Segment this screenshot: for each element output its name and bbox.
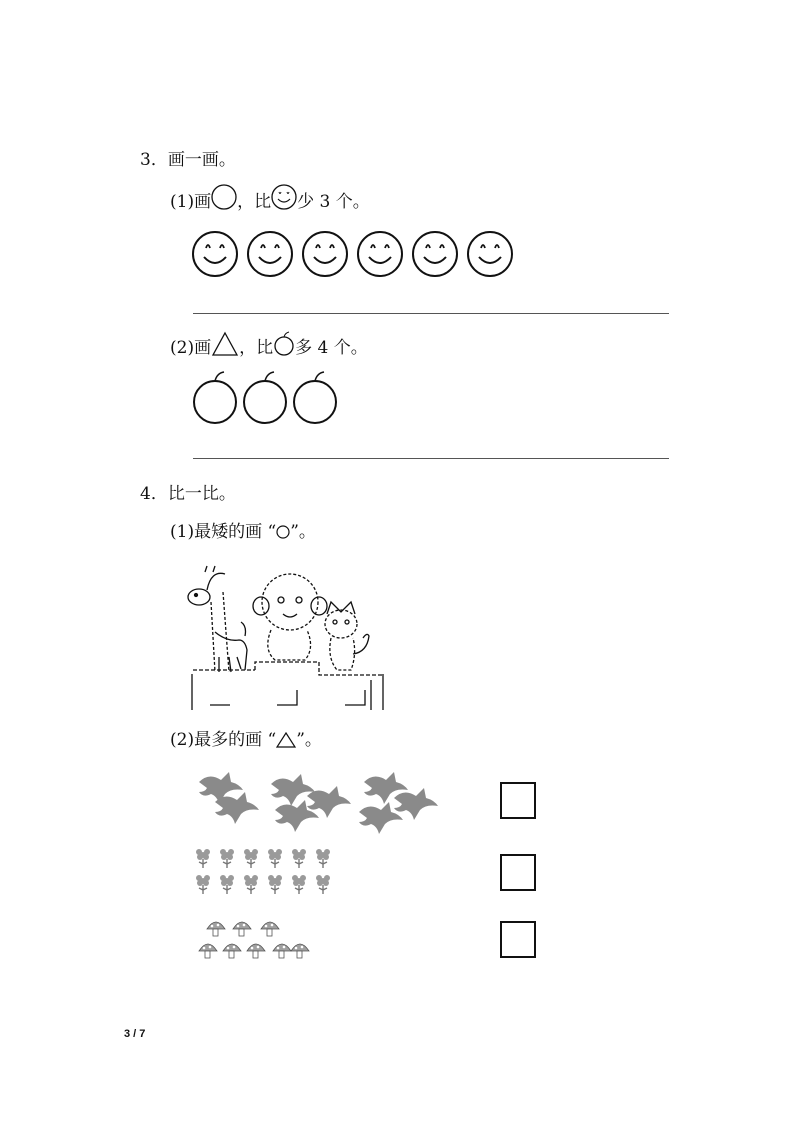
bird-8	[359, 802, 403, 834]
smiley-face-3	[303, 232, 347, 276]
mushroom-7	[273, 944, 291, 958]
smiley-face-6	[468, 232, 512, 276]
answer-box-mushrooms[interactable]	[500, 921, 536, 958]
apple-1	[194, 372, 236, 423]
small-triangle-icon	[276, 731, 296, 749]
q3-part1-prompt	[170, 184, 370, 212]
smiley-face-5	[413, 232, 457, 276]
smiley-face-1	[193, 232, 237, 276]
q4-part1-suffix: ”。	[290, 522, 316, 542]
smiley-face-4	[358, 232, 402, 276]
mushroom-6	[247, 944, 265, 958]
mushroom-1	[207, 922, 225, 936]
monkey	[253, 574, 327, 660]
mushroom-4	[199, 944, 217, 958]
flower-7	[196, 875, 210, 894]
bird-7	[394, 788, 438, 820]
smiley-row	[192, 230, 532, 280]
apple-row	[192, 370, 342, 426]
flower-4	[268, 849, 282, 868]
animals-height-illustration	[185, 562, 390, 712]
flowers-group	[195, 845, 345, 899]
q4-part1-prefix: (1)最矮的画 “	[170, 522, 277, 542]
flower-1	[196, 849, 210, 868]
q3-part1-prefix: (1)画	[170, 192, 212, 212]
q3-part1-suffix: 少 3 个。	[297, 192, 370, 212]
q4-part2-suffix: ”。	[296, 730, 322, 750]
q3-part2-answer-line[interactable]	[193, 458, 669, 459]
q3-part2-prefix: (2)画	[170, 338, 212, 358]
q3-part1-answer-line[interactable]	[193, 313, 669, 314]
flower-2	[220, 849, 234, 868]
q3-part2-prompt	[170, 330, 368, 358]
mushroom-8	[291, 944, 309, 958]
q3-title: 3．画一画。	[140, 150, 236, 170]
flower-6	[316, 849, 330, 868]
apple-2	[244, 372, 286, 423]
circle-icon	[211, 184, 237, 212]
q4-part2-prompt	[170, 730, 322, 750]
q4-title: 4．比一比。	[140, 484, 236, 504]
flower-12	[316, 875, 330, 894]
flower-10	[268, 875, 282, 894]
giraffe	[188, 566, 247, 672]
flower-11	[292, 875, 306, 894]
flower-5	[292, 849, 306, 868]
answer-box-flowers[interactable]	[500, 854, 536, 891]
flower-9	[244, 875, 258, 894]
mushroom-3	[261, 922, 279, 936]
answer-box-birds[interactable]	[500, 782, 536, 819]
q3-part2-mid: ，比	[239, 338, 274, 358]
small-circle-icon	[276, 525, 290, 539]
mushroom-5	[223, 944, 241, 958]
page-number: 3 / 7	[124, 1028, 146, 1040]
flower-8	[220, 875, 234, 894]
birds-group	[195, 770, 465, 830]
smiley-icon	[271, 184, 297, 212]
podiums	[192, 662, 383, 710]
smiley-face-2	[248, 232, 292, 276]
bird-3	[271, 774, 315, 806]
triangle-icon	[211, 330, 239, 358]
q4-part2-prefix: (2)最多的画 “	[170, 730, 277, 750]
cat	[325, 602, 369, 670]
mushrooms-group	[198, 918, 308, 964]
apple-3	[294, 372, 336, 423]
q4-part1-prompt	[170, 522, 316, 542]
apple-icon	[273, 330, 295, 358]
q3-part1-mid: ，比	[237, 192, 272, 212]
flower-3	[244, 849, 258, 868]
mushroom-2	[233, 922, 251, 936]
q3-part2-suffix: 多 4 个。	[295, 338, 368, 358]
